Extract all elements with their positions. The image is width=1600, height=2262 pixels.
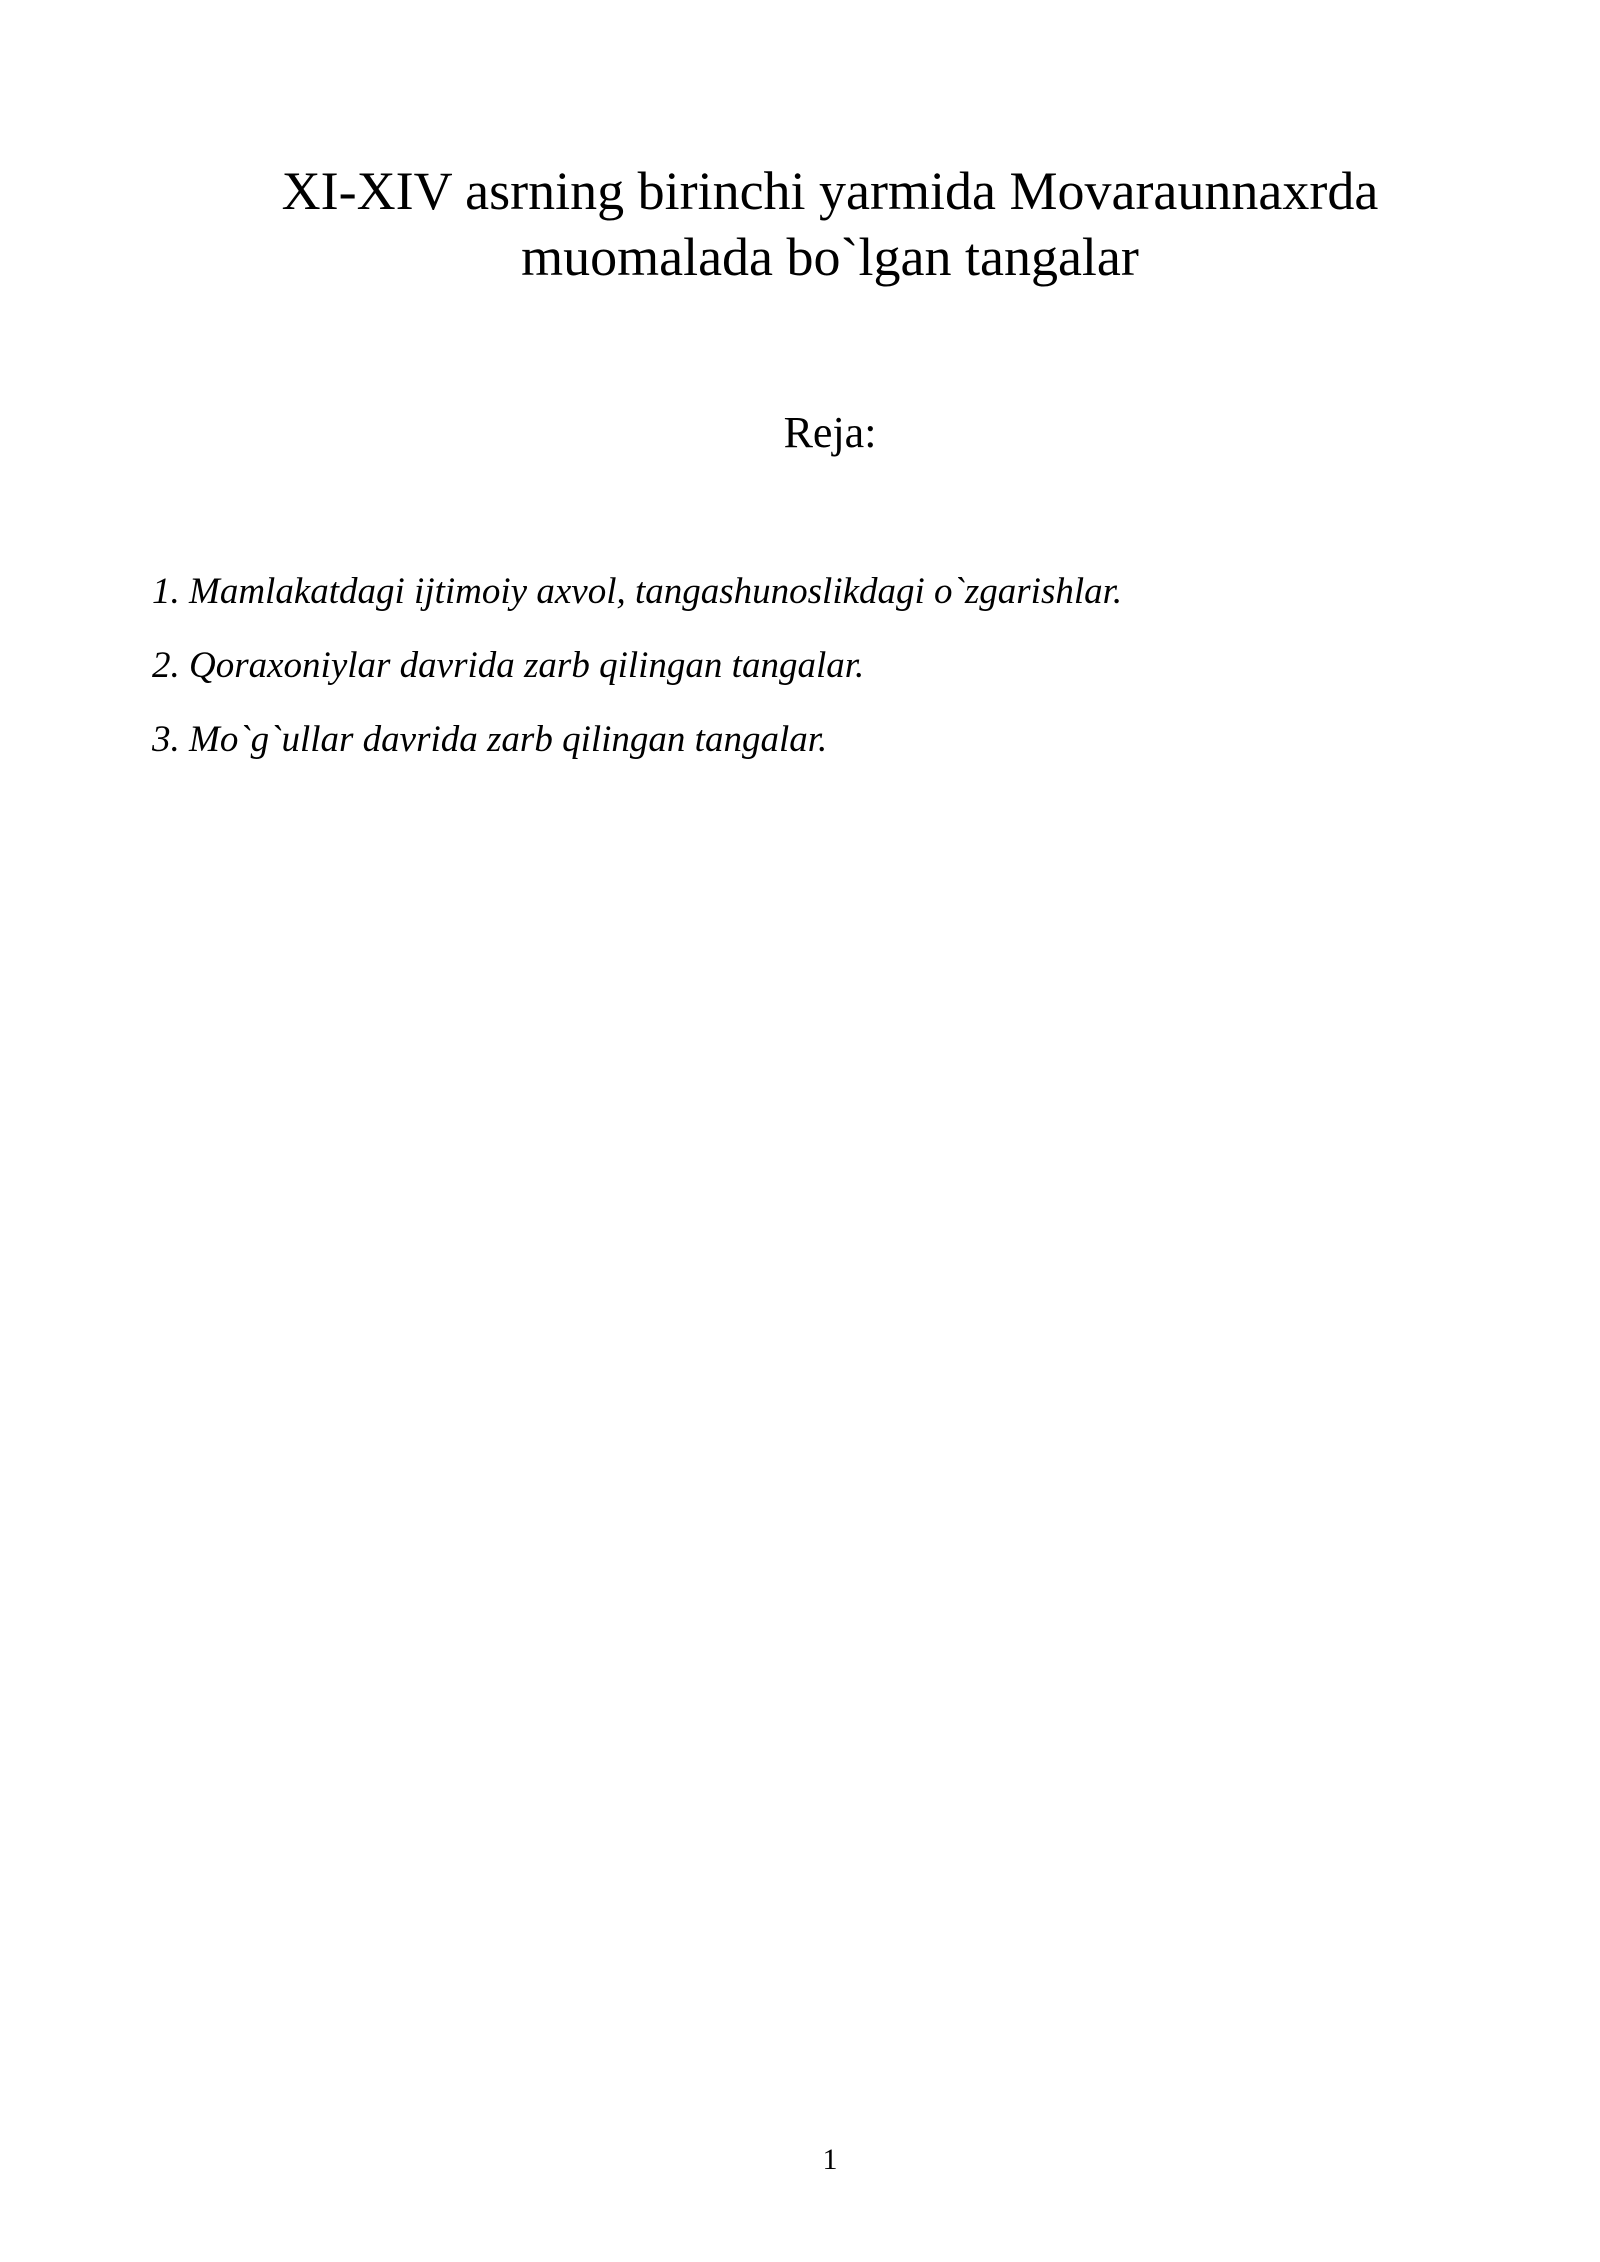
plan-heading: Reja: — [783, 408, 877, 457]
plan-item: 3. Mo`g`ullar davrida zarb qilingan tangalar. — [152, 719, 828, 760]
plan-list — [152, 555, 1452, 777]
document-title — [180, 158, 1480, 290]
title-line-2: muomalada bo`lgan tangalar — [521, 227, 1139, 287]
title-line-1: XI-XIV asrning birinchi yarmida Movaraunnaxrda — [281, 161, 1379, 221]
plan-item: 2. Qoraxoniylar davrida zarb qilingan tangalar. — [152, 645, 865, 686]
plan-item: 1. Mamlakatdagi ijtimoiy axvol, tangashunoslikdagi o`zgarishlar. — [152, 571, 1123, 612]
page-number: 1 — [822, 2143, 838, 2176]
